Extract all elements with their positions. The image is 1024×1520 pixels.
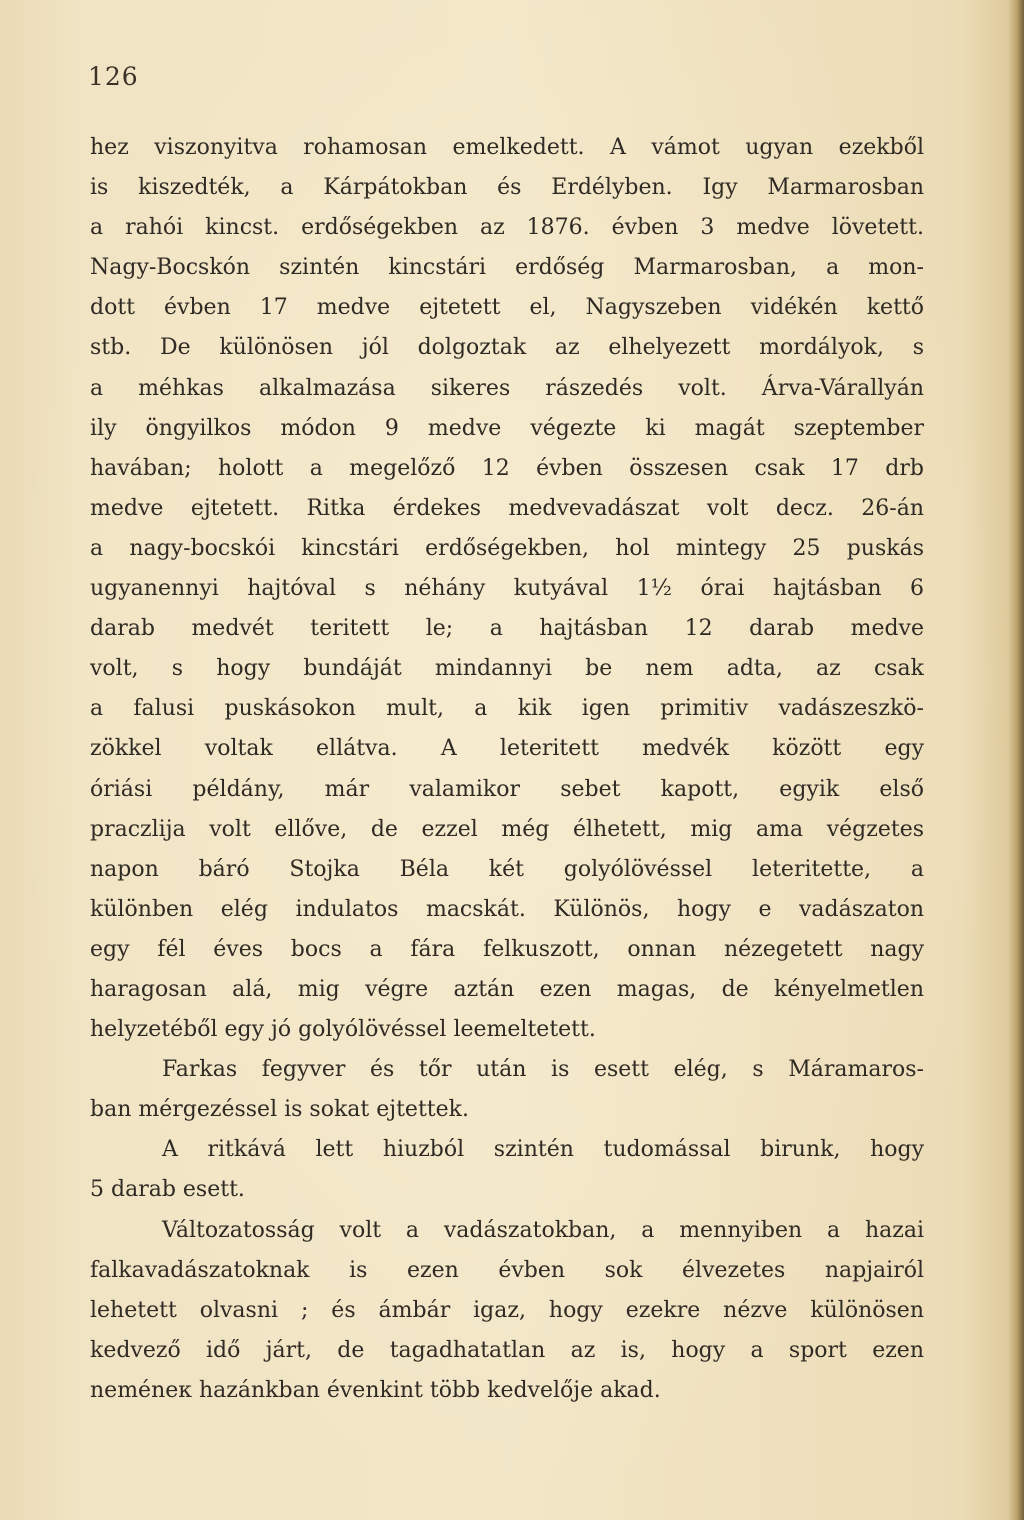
text-line: lehetett olvasni ; és ámbár igaz, hogy ezekre nézve különösen xyxy=(90,1297,924,1323)
text-line: falkavadászatoknak is ezen évben sok élvezetes napjairól xyxy=(90,1257,924,1283)
text-line: 5 darab esett. xyxy=(90,1177,245,1203)
text-line: Változatosság volt a vadászatokban, a mennyiben a hazai xyxy=(162,1217,924,1243)
text-line: darab medvét teritett le; a hajtásban 12 darab medve xyxy=(90,616,924,642)
text-line: medve ejtetett. Ritka érdekes medvevadászat volt decz. 26-án xyxy=(90,495,924,521)
text-line: volt, s hogy bundáját mindannyi be nem adta, az csak xyxy=(90,656,924,682)
text-line: helyzetéből egy jó golyólövéssel leemeltetett. xyxy=(90,1017,596,1043)
text-line: haragosan alá, mig végre aztán ezen magas, de kényelmetlen xyxy=(90,976,924,1002)
text-line: zökkel voltak ellátva. A leteritett medvék között egy xyxy=(90,736,924,762)
text-line: dott évben 17 medve ejtetett el, Nagyszeben vidékén kettő xyxy=(90,295,924,321)
text-line: Farkas fegyver és tőr után is esett elég, s Máramaros- xyxy=(162,1057,924,1083)
text-line: a nagy-bocskói kincstári erdőségekben, hol mintegy 25 puskás xyxy=(90,535,924,561)
page-spine-shadow xyxy=(1008,0,1024,1520)
body-text xyxy=(90,128,924,1411)
text-line: ugyanennyi hajtóval s néhány kutyával 1½ órai hajtásban 6 xyxy=(90,576,924,602)
text-line: óriási példány, már valamikor sebet kapott, egyik első xyxy=(90,776,924,802)
text-line: hez viszonyitva rohamosan emelkedett. A vámot ugyan ezekből xyxy=(90,135,924,160)
text-line: stb. De különösen jól dolgoztak az elhelyezett mordályok, s xyxy=(90,335,924,361)
text-line: is kiszedték, a Kárpátokban és Erdélyben. Igy Marmarosban xyxy=(90,175,924,201)
text-line: ily öngyilkos módon 9 medve végezte ki magát szeptember xyxy=(90,415,924,441)
text-line: a falusi puskásokon mult, a kik igen primitiv vadászeszkö- xyxy=(90,696,924,722)
text-line: kedvező idő járt, de tagadhatatlan az is, hogy a sport ezen xyxy=(90,1337,924,1363)
text-line: a méhkas alkalmazása sikeres rászedés volt. Árva-Várallyán xyxy=(90,375,924,401)
text-line: különben elég indulatos macskát. Különös, hogy e vadászaton xyxy=(90,896,924,922)
text-line: napon báró Stojka Béla két golyólövéssel leteritette, a xyxy=(90,856,924,882)
text-line: A ritkává lett hiuzból szintén tudomással birunk, hogy xyxy=(162,1137,924,1163)
text-line: Nagy-Bocskón szintén kincstári erdőség Marmarosban, a mon- xyxy=(90,255,924,281)
text-line: neméneк hazánkban évenkint több kedvelője akad. xyxy=(90,1377,661,1403)
text-line: praczlija volt ellőve, de ezzel még élhetett, mig ama végzetes xyxy=(90,816,924,842)
page-number: 126 xyxy=(88,62,139,91)
text-line: a rahói kincst. erdőségekben az 1876. évben 3 medve lövetett. xyxy=(90,215,924,241)
text-line: havában; holott a megelőző 12 évben összesen csak 17 drb xyxy=(90,455,924,481)
text-line: ban mérgezéssel is sokat ejtettek. xyxy=(90,1097,469,1123)
text-line: egy fél éves bocs a fára felkuszott, onnan nézegetett nagy xyxy=(90,936,924,962)
